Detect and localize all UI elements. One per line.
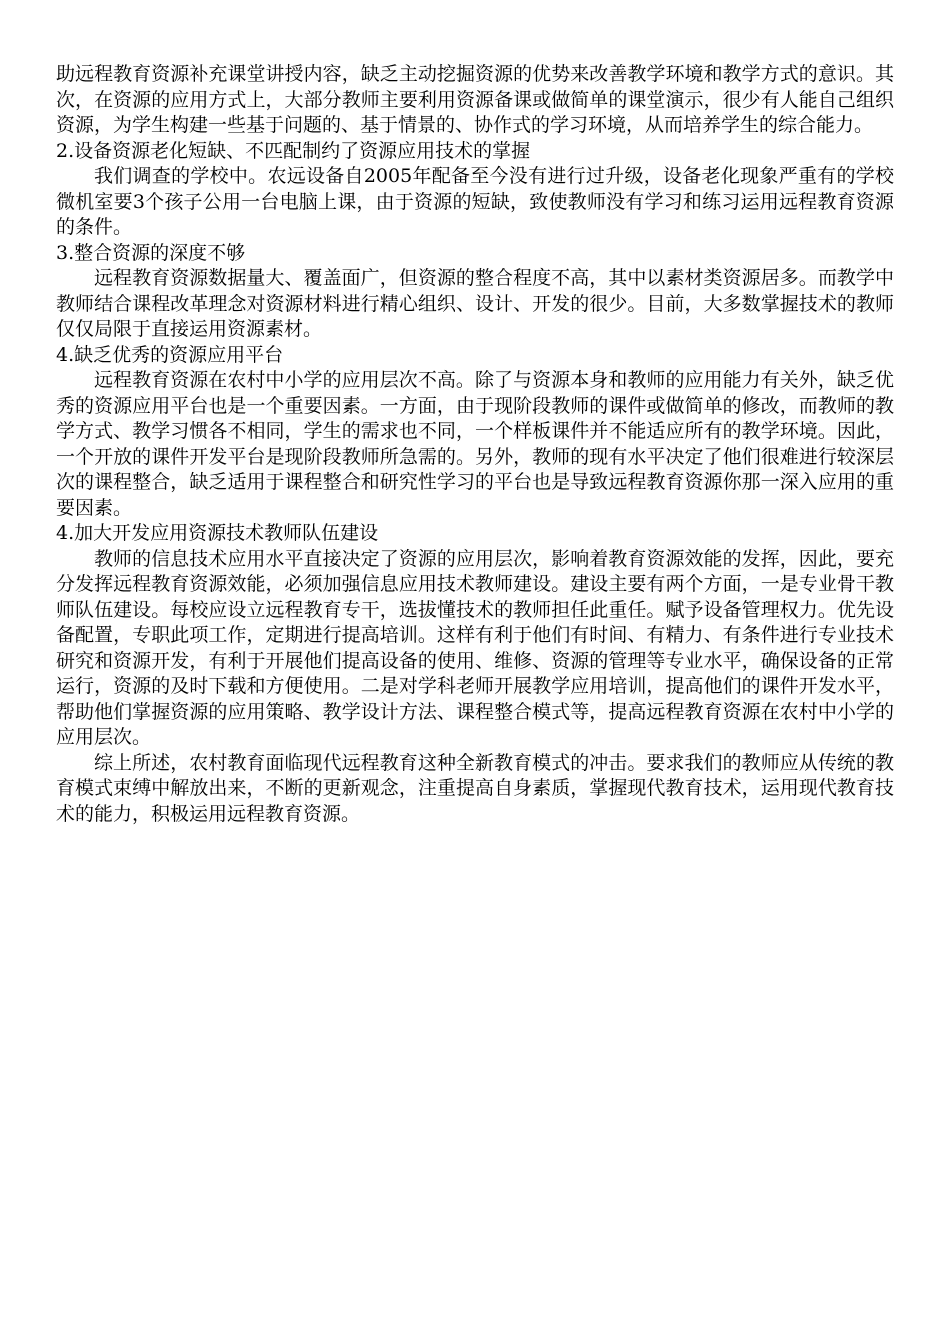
paragraph-conclusion: 综上所述，农村教育面临现代远程教育这种全新教育模式的冲击。要求我们的教师应从传统的教育模式束缚中解放出来，不断的更新观念，注重提高自身素质，掌握现代教育技术，运用现代教育技术的能力，积极运用远程教育资源。 [56, 751, 894, 825]
section-heading-2: 2.设备资源老化短缺、不匹配制约了资源应用技术的掌握 [56, 139, 531, 162]
section-heading-3: 3.整合资源的深度不够 [56, 241, 246, 264]
document-page [56, 62, 894, 827]
section-heading-4: 4.缺乏优秀的资源应用平台 [56, 343, 284, 366]
paragraph-equipment: 我们调查的学校中。农远设备自2005年配备至今没有进行过升级，设备老化现象严重有的学校微机室要3个孩子公用一台电脑上课，由于资源的短缺，致使教师没有学习和练习运用远程教育资源的条件。 [56, 165, 894, 238]
paragraph-platform: 远程教育资源在农村中小学的应用层次不高。除了与资源本身和教师的应用能力有关外，缺乏优秀的资源应用平台也是一个重要因素。一方面，由于现阶段教师的课件或做简单的修改，而教师的教学方式、教学习惯各不相同，学生的需求也不同，一个样板课件并不能适应所有的教学环境。因此，一个开放的课件开发平台是现阶段教师所急需的。另外，教师的现有水平决定了他们很难进行较深层次的课程整合，缺乏适用于课程整合和研究性学习的平台也是导致远程教育资源你那一深入应用的重要因素。 [56, 369, 894, 519]
section-heading-4b: 4.加大开发应用资源技术教师队伍建设 [56, 522, 379, 544]
paragraph-integration: 远程教育资源数据量大、覆盖面广，但资源的整合程度不高，其中以素材类资源居多。而教学中教师结合课程改革理念对资源材料进行精心组织、设计、开发的很少。目前，大多数掌握技术的教师仅仅局限于直接运用资源素材。 [56, 267, 894, 340]
paragraph-teacher-team: 教师的信息技术应用水平直接决定了资源的应用层次，影响着教育资源效能的发挥，因此，要充分发挥远程教育资源效能，必须加强信息应用技术教师建设。建设主要有两个方面，一是专业骨干教师队伍建设。每校应设立远程教育专干，选拔懂技术的教师担任此重任。赋予设备管理权力。优先设备配置，专职此项工作，定期进行提高培训。这样有利于他们有时间、有精力、有条件进行专业技术研究和资源开发，有利于开展他们提高设备的使用、维修、资源的管理等专业水平，确保设备的正常运行，资源的及时下载和方便使用。二是对学科老师开展教学应用培训，提高他们的课件开发水平，帮助他们掌握资源的应用策略、教学设计方法、课程整合模式等，提高远程教育资源在农村中小学的应用层次。 [56, 547, 894, 748]
paragraph-continuation: 助远程教育资源补充课堂讲授内容，缺乏主动挖掘资源的优势来改善教学环境和教学方式的意识。其次，在资源的应用方式上，大部分教师主要利用资源备课或做简单的课堂演示，很少有人能自己组织资源，为学生构建一些基于问题的、基于情景的、协作式的学习环境，从而培养学生的综合能力。 [56, 63, 894, 136]
